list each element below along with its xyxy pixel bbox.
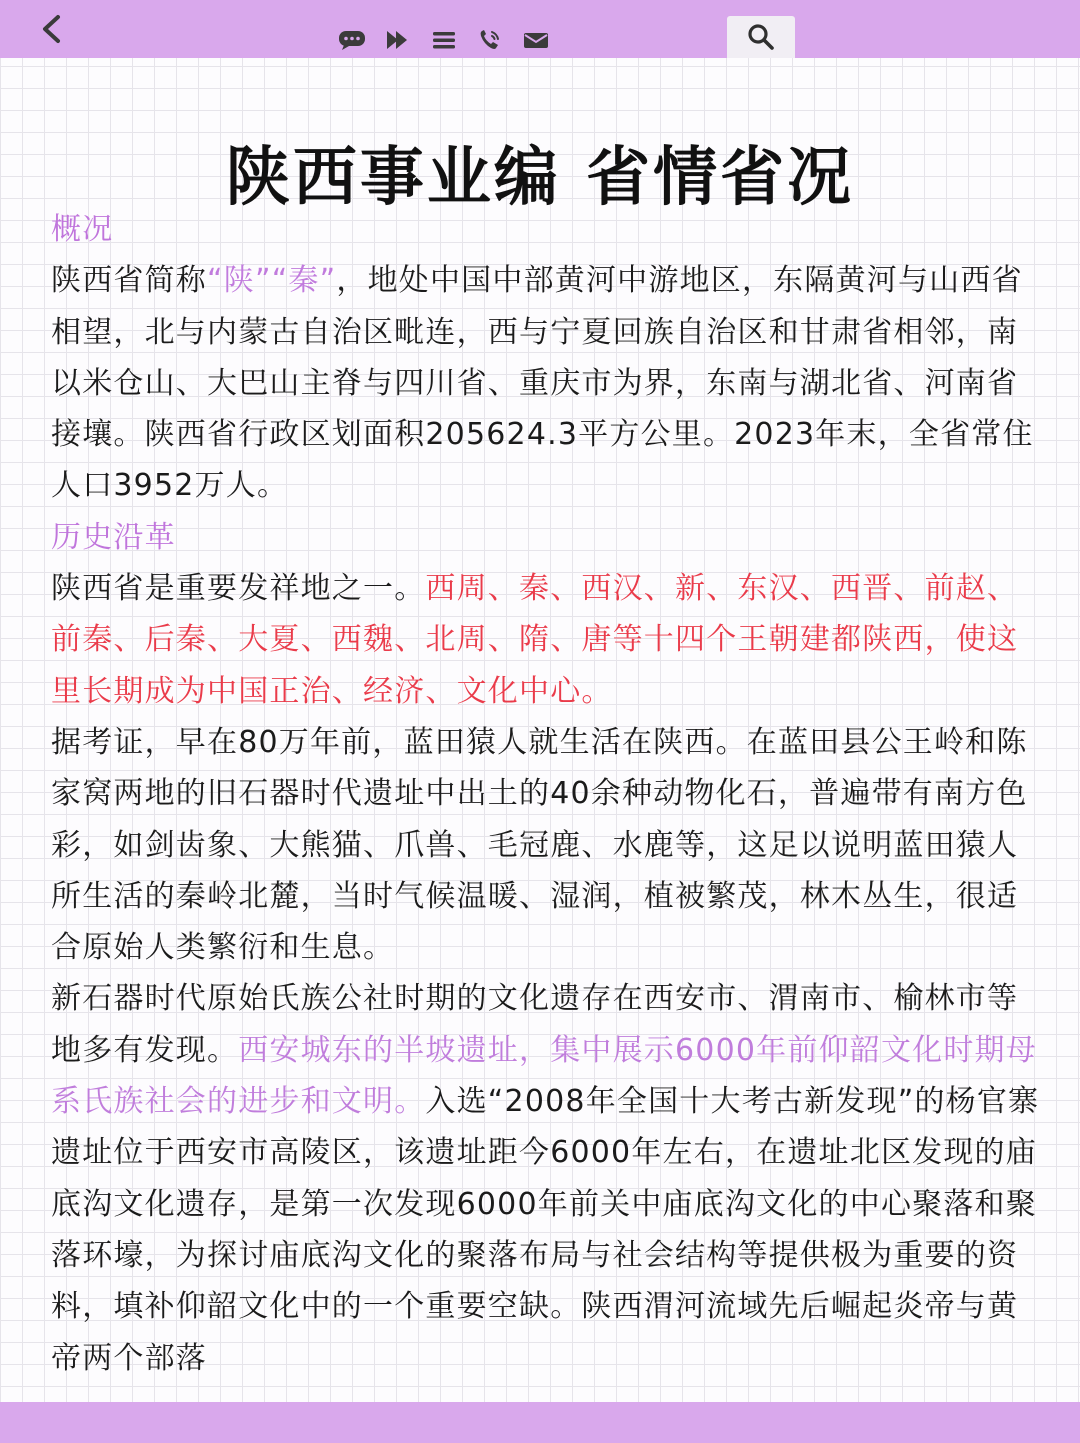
back-button[interactable] (34, 14, 68, 44)
chat-bubble-icon (338, 29, 366, 51)
toolbar-icons (336, 24, 552, 56)
paragraph-history-dynasties (51, 563, 1041, 717)
search-icon (746, 22, 776, 52)
phone-icon (477, 28, 503, 52)
paragraph-history-neolithic (51, 973, 1041, 1383)
search-button[interactable] (727, 16, 795, 58)
chat-button[interactable] (336, 24, 368, 56)
forward-icon (385, 29, 411, 51)
banpo-highlight: 西安城东的半坡遗址，集中展示6000年前仰韶文化时期母系氏族社会的进步和文明。 (51, 1032, 1037, 1120)
neolithic-text-a: 新石器时代原始氏族公社时期的文化遗存在西安市、渭南市、榆林市等地多有发现。 (51, 981, 1019, 1068)
section-heading-history: 历史沿革 (51, 519, 176, 555)
article-body (51, 204, 1041, 1384)
phone-button[interactable] (474, 24, 506, 56)
mail-button[interactable] (520, 24, 552, 56)
overview-text-a: 陕西省简称 (51, 263, 207, 299)
top-toolbar (0, 0, 1080, 58)
overview-text-b: ，地处中国中部黄河中游地区，东隔黄河与山西省相望，北与内蒙古自治区毗连，西与宁夏回族自治区和甘肃省相邻，南以米仓山、大巴山主脊与四川省、重庆市为界，东南与湖北省、河南省接壤。陕西省行政区划面积205624.3平方公里。2023年末，全省常住人口3952万人。 (51, 263, 1034, 504)
quote-shaan: “陕” (207, 263, 272, 299)
page-title: 陕西事业编 省情省况 (225, 140, 855, 215)
paragraph-overview (51, 255, 1041, 511)
quote-qin: “秦” (271, 263, 337, 299)
forward-button[interactable] (382, 24, 414, 56)
neolithic-text-b: 入选“2008年全国十大考古新发现”的杨官寨遗址位于西安市高陵区，该遗址距今6000年左右，在遗址北区发现的庙底沟文化遗存，是第一次发现6000年前关中庙底沟文化的中心聚落和聚落环壕，为探讨庙底沟文化的聚落布局与社会结构等提供极为重要的资料，填补仰韶文化中的一个重要空缺。陕西渭河流域先后崛起炎帝与黄帝两个部落 (51, 1084, 1040, 1376)
mail-icon (523, 30, 549, 50)
section-heading-overview: 概况 (51, 212, 114, 247)
back-arrow-icon (38, 14, 64, 44)
history-text-a: 陕西省是重要发祥地之一。 (51, 571, 426, 607)
menu-button[interactable] (428, 24, 460, 56)
menu-icon (431, 29, 457, 51)
bottom-bar (0, 1402, 1080, 1443)
paragraph-history-lantian: 据考证，早在80万年前，蓝田猿人就生活在陕西。在蓝田县公王岭和陈家窝两地的旧石器时代遗址中出土的40余种动物化石，普遍带有南方色彩，如剑齿象、大熊猫、爪兽、毛冠鹿、水鹿等，这足以说明蓝田猿人所生活的秦岭北麓，当时气候温暖、湿润，植被繁茂，林木丛生，很适合原始人类繁衍和生息。 (51, 724, 1028, 966)
dynasties-highlight: 西周、秦、西汉、新、东汉、西晋、前赵、前秦、后秦、大夏、西魏、北周、隋、唐等十四个王朝建都陕西，使这里长期成为中国正治、经济、文化中心。 (51, 571, 1019, 709)
